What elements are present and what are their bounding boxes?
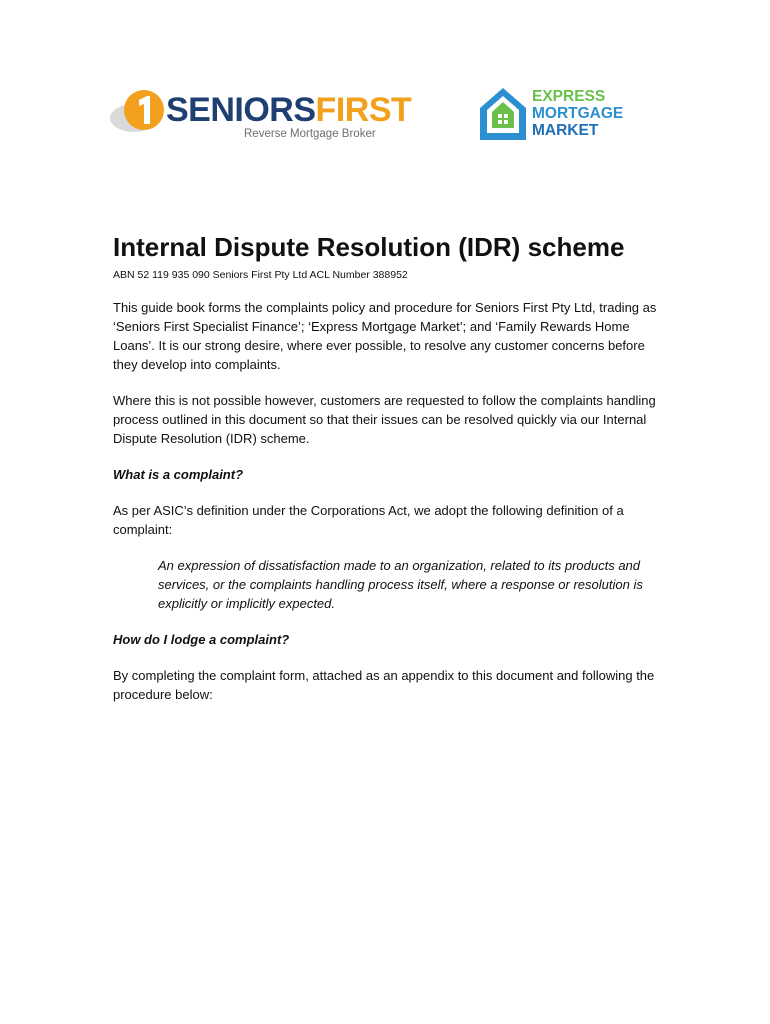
abn-line: ABN 52 119 935 090 Seniors First Pty Ltd ACL Number 388952 [113,269,408,281]
seniors-first-brand: SENIORSFIRST [166,91,412,129]
seniors-first-logo [108,88,412,148]
express-mortgage-market-logo [478,86,658,146]
header-logos [0,0,770,160]
intro-paragraph: This guide book forms the complaints policy and procedure for Seniors First Pty Ltd, trading as ‘Seniors First Specialist Finance’; ‘Express Mortgage Market’; and ‘Family Rewards Home Loans’. It is our strong desire, where ever possible, to resolve any customer concerns before they develop into complaints. [113,300,657,372]
definition-paragraph: As per ASIC’s definition under the Corporations Act, we adopt the following definition of a complaint: [113,503,624,537]
section-heading-complaint: What is a complaint? [113,467,244,482]
house-icon [478,86,528,142]
section-heading-lodge: How do I lodge a complaint? [113,632,290,647]
document-body [113,230,663,704]
seniors-first-tagline: Reverse Mortgage Broker [244,128,376,140]
process-paragraph: Where this is not possible however, customers are requested to follow the complaints handling process outlined in this document so that their issues can be resolved quickly via our Internal Dispute Resolution (IDR) scheme. [113,393,656,446]
seniors-first-mark-icon [108,88,168,136]
document-title: Internal Dispute Resolution (IDR) scheme [113,232,625,262]
express-mortgage-market-wordmark: EXPRESS MORTGAGE MARKET [532,88,624,139]
definition-quote: An expression of dissatisfaction made to an organization, related to its products and services, or the complaints handling process itself, where a response or resolution is explicitly or implicitly expected. [158,558,643,611]
lodge-paragraph: By completing the complaint form, attached as an appendix to this document and following the procedure below: [113,668,655,702]
